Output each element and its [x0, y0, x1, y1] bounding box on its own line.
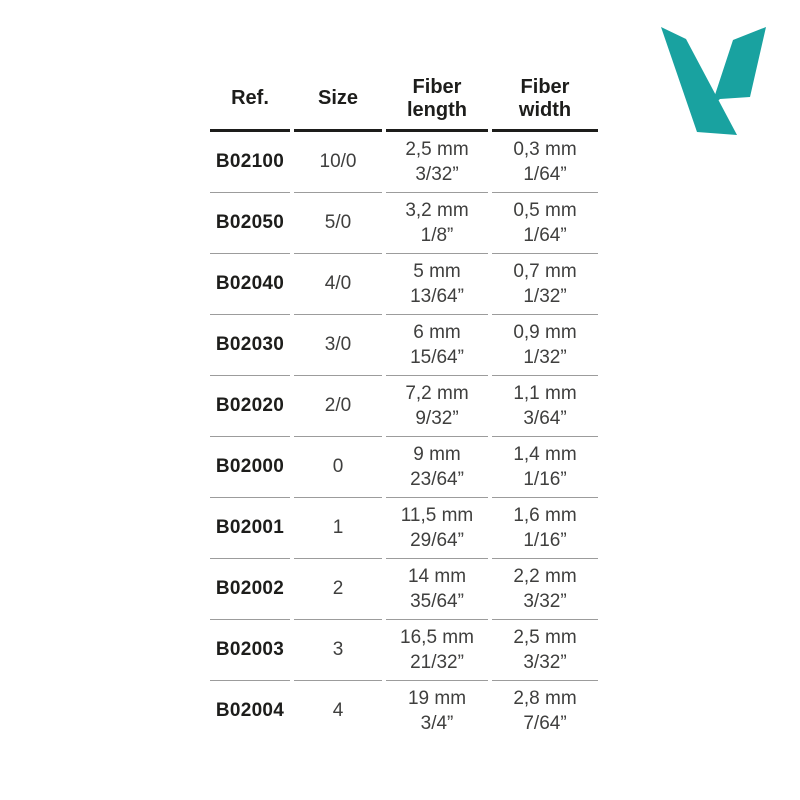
fiber-length-mm: 19 mm — [407, 688, 467, 709]
fiber-length-inches: 29/64” — [410, 530, 464, 551]
col-header-fiber-length — [386, 71, 488, 132]
fiber-length-cell — [386, 375, 488, 436]
fiber-width-cell — [492, 132, 598, 192]
fiber-width-inches: 1/64” — [523, 225, 567, 246]
table-row — [210, 375, 598, 436]
fiber-width-inches: 3/32” — [523, 652, 567, 673]
size-cell: 0 — [294, 436, 382, 497]
fiber-length-mm: 6 mm — [413, 322, 461, 343]
ref-cell: B02100 — [215, 151, 285, 172]
fiber-width-mm: 1,1 mm — [513, 383, 577, 404]
ref-cell: B02000 — [210, 436, 290, 497]
fiber-width-cell — [492, 558, 598, 619]
table-row — [210, 192, 598, 253]
fiber-width-mm: 0,9 mm — [513, 322, 577, 343]
fiber-width-inches: 1/32” — [523, 347, 567, 368]
fiber-length-mm: 5 mm — [413, 261, 461, 282]
size-cell: 4/0 — [294, 253, 382, 314]
fiber-length-inches: 35/64” — [410, 591, 464, 612]
ref-cell: B02003 — [210, 619, 290, 680]
fiber-width-mm: 0,5 mm — [513, 200, 577, 221]
fiber-length-mm: 3,2 mm — [405, 200, 469, 221]
fiber-length-cell — [386, 192, 488, 253]
table-row — [210, 436, 598, 497]
ref-cell: B02040 — [210, 253, 290, 314]
fiber-length-cell — [386, 619, 488, 680]
fiber-width-inches: 3/64” — [523, 408, 567, 429]
fiber-width-mm: 1,6 mm — [513, 505, 577, 526]
fiber-length-cell — [386, 132, 488, 192]
table-row — [210, 619, 598, 680]
size-cell: 2 — [294, 558, 382, 619]
fiber-width-cell — [492, 619, 598, 680]
ref-cell: B02020 — [210, 375, 290, 436]
fiber-length-mm: 2,5 mm — [405, 139, 469, 160]
fiber-width-inches: 7/64” — [523, 713, 567, 734]
fiber-width-cell — [492, 680, 598, 741]
fiber-length-mm: 11,5 mm — [400, 505, 474, 526]
fiber-width-inches: 1/32” — [523, 286, 567, 307]
fiber-length-inches: 21/32” — [410, 652, 464, 673]
fiber-length-cell — [386, 680, 488, 741]
fiber-length-mm: 14 mm — [407, 566, 467, 587]
ref-cell: B02001 — [210, 497, 290, 558]
fiber-width-inches: 1/64” — [523, 164, 567, 185]
header-label-line2: length — [407, 98, 467, 121]
brand-v-logo — [659, 27, 769, 137]
fiber-width-cell — [492, 253, 598, 314]
header-label: Ref. — [231, 87, 269, 109]
fiber-width-inches: 3/32” — [523, 591, 567, 612]
fiber-width-cell — [492, 192, 598, 253]
header-row — [210, 71, 598, 132]
size-cell: 4 — [294, 680, 382, 741]
ref-cell: B02004 — [210, 680, 290, 741]
table-row — [210, 253, 598, 314]
table-row — [210, 497, 598, 558]
fiber-length-cell — [386, 253, 488, 314]
fiber-length-inches: 13/64” — [410, 286, 464, 307]
header-label: Size — [317, 87, 359, 109]
table-row — [210, 558, 598, 619]
ref-cell: B02030 — [210, 314, 290, 375]
fiber-length-mm: 9 mm — [413, 444, 461, 465]
fiber-width-mm: 2,2 mm — [513, 566, 577, 587]
fiber-length-mm: 16,5 mm — [400, 627, 474, 648]
table-body — [210, 132, 598, 741]
ref-cell: B02002 — [210, 558, 290, 619]
fiber-length-inches: 9/32” — [415, 408, 459, 429]
logo-right-stroke — [711, 27, 766, 107]
fiber-length-inches: 3/32” — [415, 164, 459, 185]
fiber-width-mm: 1,4 mm — [513, 444, 577, 465]
col-header-ref — [210, 71, 290, 132]
fiber-width-inches: 1/16” — [523, 530, 567, 551]
size-cell: 5/0 — [294, 192, 382, 253]
fiber-width-cell — [492, 314, 598, 375]
table-row — [210, 314, 598, 375]
fiber-width-mm: 0,7 mm — [513, 261, 577, 282]
fiber-length-inches: 23/64” — [410, 469, 464, 490]
header-label-line1: Fiber — [412, 75, 462, 98]
table-row — [210, 132, 598, 192]
fiber-width-mm: 2,5 mm — [513, 627, 577, 648]
fiber-spec-table — [206, 71, 602, 741]
fiber-length-inches: 15/64” — [410, 347, 464, 368]
header-label-line2: width — [518, 98, 572, 121]
fiber-length-inches: 3/4” — [420, 713, 454, 734]
table-row — [210, 680, 598, 741]
fiber-length-mm: 7,2 mm — [405, 383, 469, 404]
col-header-fiber-width — [492, 71, 598, 132]
size-cell: 1 — [294, 497, 382, 558]
size-cell: 2/0 — [294, 375, 382, 436]
size-cell: 10/0 — [319, 151, 357, 172]
fiber-width-mm: 0,3 mm — [513, 139, 577, 160]
fiber-width-cell — [492, 497, 598, 558]
size-cell: 3/0 — [294, 314, 382, 375]
col-header-size — [294, 71, 382, 132]
fiber-length-cell — [386, 314, 488, 375]
fiber-width-inches: 1/16” — [523, 469, 567, 490]
size-cell: 3 — [294, 619, 382, 680]
fiber-width-cell — [492, 436, 598, 497]
fiber-length-cell — [386, 436, 488, 497]
fiber-length-cell — [386, 497, 488, 558]
header-label-line1: Fiber — [520, 75, 570, 98]
ref-cell: B02050 — [210, 192, 290, 253]
fiber-width-mm: 2,8 mm — [513, 688, 577, 709]
fiber-length-inches: 1/8” — [420, 225, 454, 246]
fiber-length-cell — [386, 558, 488, 619]
fiber-width-cell — [492, 375, 598, 436]
